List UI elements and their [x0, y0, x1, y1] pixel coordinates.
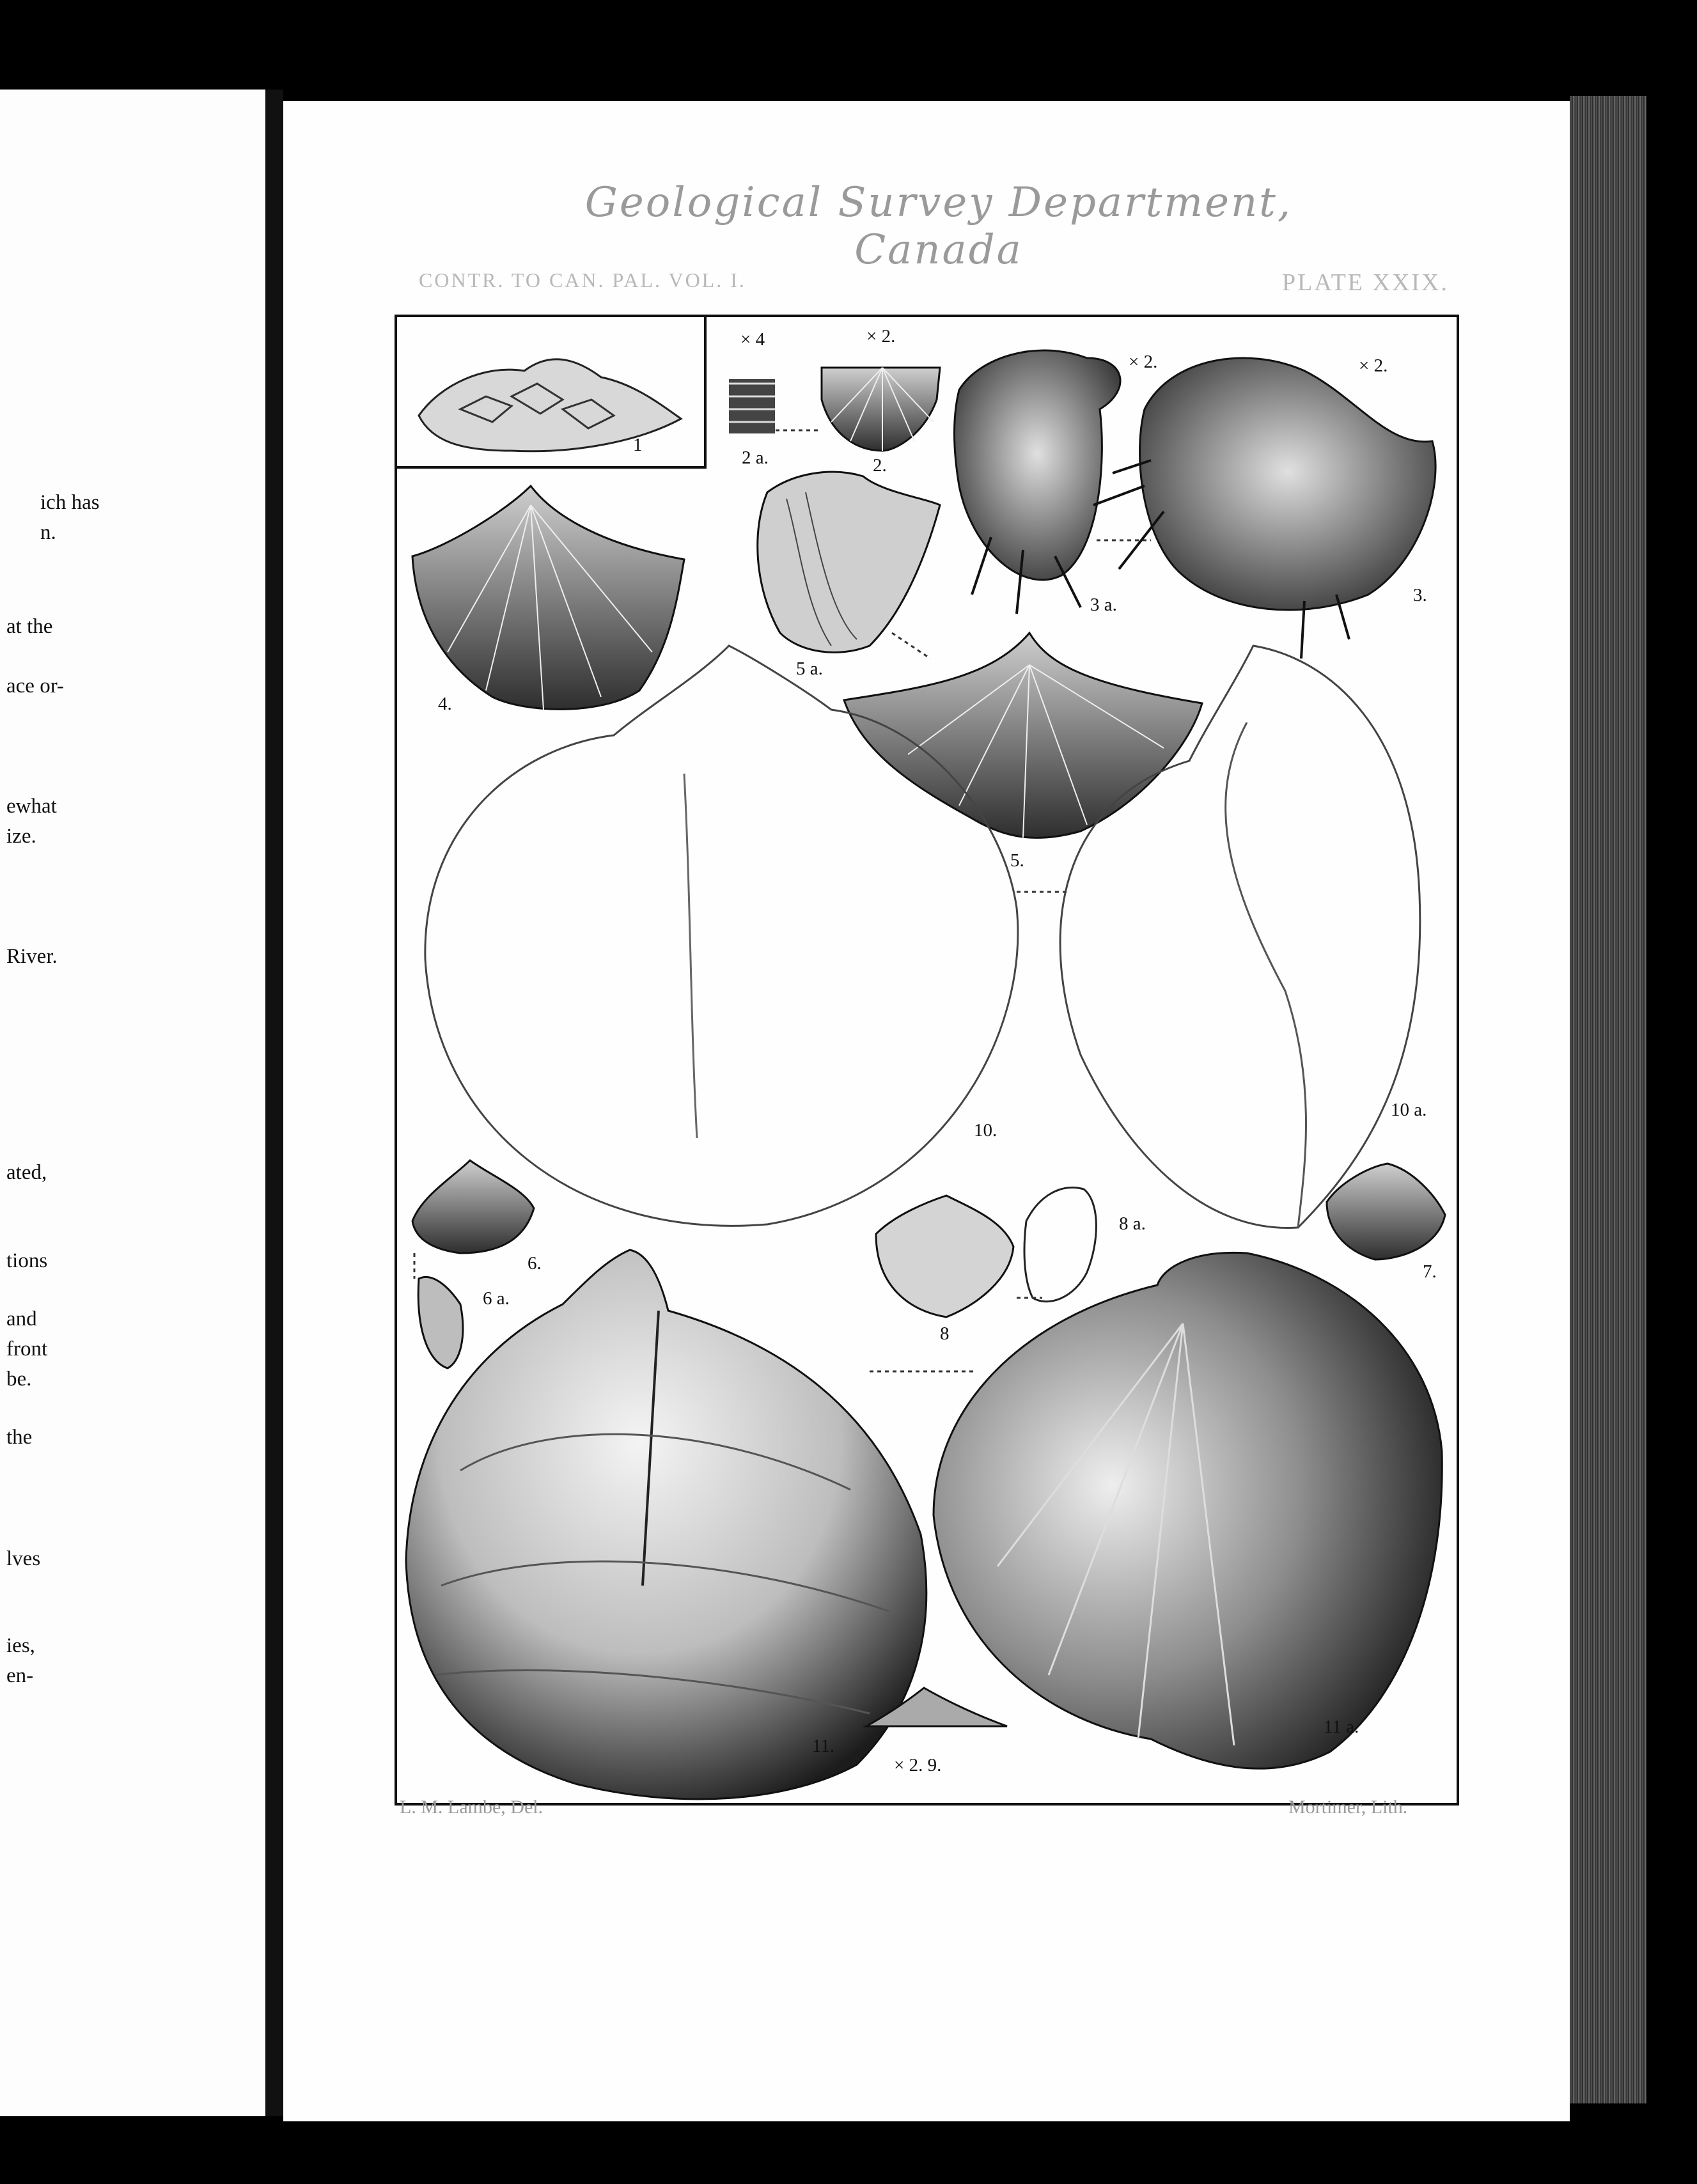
- label-fig-3a-magnification: × 2.: [1129, 352, 1158, 372]
- figure-7-shell: [1327, 1164, 1445, 1260]
- left-page-text-fragment: en-: [6, 1664, 34, 1687]
- label-fig-2: 2.: [873, 455, 887, 476]
- label-fig-6: 6.: [528, 1253, 542, 1274]
- label-fig-7: 7.: [1423, 1261, 1437, 1282]
- credit-artist: L. M. Lambe, Del.: [400, 1797, 544, 1818]
- label-fig-1: 1: [633, 435, 643, 455]
- label-fig-11: 11.: [812, 1736, 835, 1756]
- left-page-text-fragment: be.: [6, 1368, 32, 1391]
- left-page-text-fragment: ewhat: [6, 795, 57, 818]
- figure-4-brachiopod: [412, 486, 684, 710]
- label-fig-8: 8: [940, 1323, 950, 1344]
- label-fig-6a: 6 a.: [483, 1288, 510, 1309]
- left-page-text-fragment: lves: [6, 1547, 41, 1570]
- label-fig-3-magnification: × 2.: [1359, 355, 1388, 376]
- left-page-text-fragment: River.: [6, 945, 58, 968]
- figure-8a-profile: [1024, 1187, 1096, 1301]
- credit-lithographer: Mortimer, Lith.: [1288, 1797, 1408, 1818]
- figure-3a-spiny-shell: [955, 350, 1121, 614]
- figure-2a-surface: [729, 379, 775, 433]
- figure-6a-profile: [418, 1277, 463, 1368]
- left-page-text-fragment: front: [6, 1338, 48, 1361]
- left-page-text-fragment: ies,: [6, 1634, 35, 1657]
- label-fig-11a: 11 a.: [1324, 1717, 1359, 1737]
- label-fig-2a-magnification: × 4: [740, 329, 765, 350]
- label-fig-4: 4.: [438, 694, 452, 714]
- figure-11a-shell: [934, 1252, 1442, 1768]
- figure-5-brachiopod: [844, 633, 1202, 838]
- label-fig-3a: 3 a.: [1090, 595, 1117, 615]
- left-page-text-fragment: ich has: [40, 491, 100, 514]
- left-page-text-fragment: the: [6, 1426, 33, 1449]
- label-fig-8a: 8 a.: [1119, 1213, 1146, 1234]
- plate-number: PLATE XXIX.: [1282, 269, 1449, 296]
- figure-3-spiny-shell: [1093, 358, 1435, 659]
- label-fig-2a: 2 a.: [742, 448, 769, 468]
- label-fig-10a: 10 a.: [1391, 1100, 1427, 1120]
- left-page-text-fragment: at the: [6, 615, 53, 638]
- left-page-text-fragment: n.: [40, 521, 56, 544]
- series-label: CONTR. TO CAN. PAL. VOL. I.: [419, 269, 746, 292]
- figure-8-shell: [876, 1196, 1013, 1317]
- label-fig-9: × 2. 9.: [894, 1755, 942, 1775]
- label-fig-2-magnification: × 2.: [866, 326, 896, 347]
- left-page-text-fragment: ated,: [6, 1161, 47, 1184]
- left-page-text-fragment: and: [6, 1307, 37, 1330]
- left-page-text-fragment: ace or-: [6, 675, 65, 698]
- figure-2-shell: [822, 368, 940, 451]
- label-fig-5a: 5 a.: [796, 659, 823, 679]
- figure-6-shell: [412, 1160, 534, 1253]
- left-page-text-fragment: ize.: [6, 825, 36, 848]
- left-page-text-fragment: tions: [6, 1249, 48, 1272]
- label-fig-10: 10.: [974, 1120, 997, 1141]
- figure-11-shell: [406, 1250, 927, 1799]
- running-head: Geological Survey Department, Canada: [584, 179, 1293, 274]
- figure-5a-profile: [758, 472, 940, 652]
- label-fig-3: 3.: [1413, 585, 1427, 605]
- label-fig-5: 5.: [1010, 850, 1024, 871]
